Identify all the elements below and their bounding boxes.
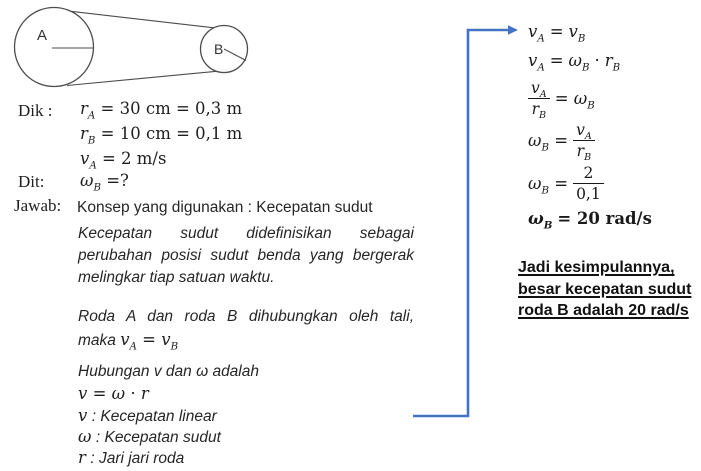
conclusion-line-2: besar kecepatan sudut bbox=[518, 280, 692, 298]
conclusion-line-1: Jadi kesimpulannya, bbox=[518, 259, 675, 276]
conclusion-block bbox=[518, 257, 691, 322]
given-radius-a: $r_A = 30$ cm = 0,3 m bbox=[80, 99, 243, 122]
formula-v-omega-r: v = ω · r bbox=[78, 384, 149, 403]
glossary-r bbox=[78, 448, 184, 468]
glossary-v-text: : Kecepatan linear bbox=[91, 408, 217, 425]
hubungan-line: Hubungan v dan ω adalah bbox=[78, 363, 259, 380]
conclusion-line-3: roda B adalah 20 rad/s bbox=[518, 302, 689, 319]
glossary-v bbox=[78, 406, 217, 426]
belt-top-line bbox=[71, 11, 214, 28]
given-velocity-a: $v_A = 2$ m/s bbox=[80, 149, 167, 172]
glossary-r-symbol: r bbox=[78, 448, 86, 467]
wheel-a-label: A bbox=[37, 27, 48, 44]
glossary-r-text: : Jari jari roda bbox=[90, 450, 185, 467]
radius-b-line bbox=[224, 49, 246, 61]
asked-omega-b: $\omega_B$ =? bbox=[80, 171, 129, 194]
jawab-label: Jawab: bbox=[14, 196, 62, 215]
concept-line: Konsep yang digunakan : Kecepatan sudut bbox=[77, 199, 373, 216]
equation-va-omega-rb: $v_A$ = $\omega_B$ · $r_B$ bbox=[528, 51, 621, 74]
given-radius-b: $r_B = 10$ cm = 0,1 m bbox=[80, 124, 243, 147]
equation-frac-va-rb: $\frac{v_A}{r_B}$ = $\omega_B$ bbox=[528, 79, 595, 118]
glossary-omega-text: : Kecepatan sudut bbox=[95, 429, 221, 446]
pulley-diagram bbox=[6, 2, 256, 94]
definition-paragraph bbox=[78, 223, 414, 289]
definition-line-1: Kecepatan sudut didefinisikan sebagai bbox=[78, 225, 414, 242]
maka-word: maka bbox=[78, 332, 116, 349]
dit-label: Dit: bbox=[18, 172, 45, 191]
glossary-omega-symbol: ω bbox=[78, 427, 92, 446]
definition-line-3: melingkar tiap satuan waktu. bbox=[78, 269, 275, 286]
maka-line bbox=[78, 328, 414, 352]
equation-omega-frac: $\omega_B$ = $\frac{v_A}{r_B}$ bbox=[528, 121, 595, 160]
wheel-a-circle bbox=[15, 8, 94, 87]
equation-result: $\omega_B$ = 20 rad/s bbox=[528, 209, 652, 232]
roda-line: Roda A dan roda B dihubungkan oleh tali, bbox=[78, 308, 414, 325]
connector-arrow bbox=[405, 24, 530, 424]
glossary-v-symbol: v bbox=[78, 406, 88, 425]
maka-equation: $v_A = v_B$ bbox=[120, 330, 179, 353]
connector-arrowhead bbox=[508, 25, 518, 35]
definition-line-2: perubahan posisi sudut benda yang bergerak bbox=[78, 247, 414, 264]
wheel-b-label: B bbox=[214, 41, 224, 57]
equation-va-vb: $v_A$ = $v_B$ bbox=[528, 22, 586, 45]
glossary-omega bbox=[78, 427, 221, 447]
equation-omega-values: $\omega_B$ = $\frac{2}{0,1}$ bbox=[528, 164, 604, 203]
roda-paragraph bbox=[78, 305, 414, 352]
connector-arrow-line bbox=[413, 30, 508, 416]
belt-bottom-line bbox=[67, 71, 216, 85]
dik-label: Dik : bbox=[18, 101, 53, 120]
